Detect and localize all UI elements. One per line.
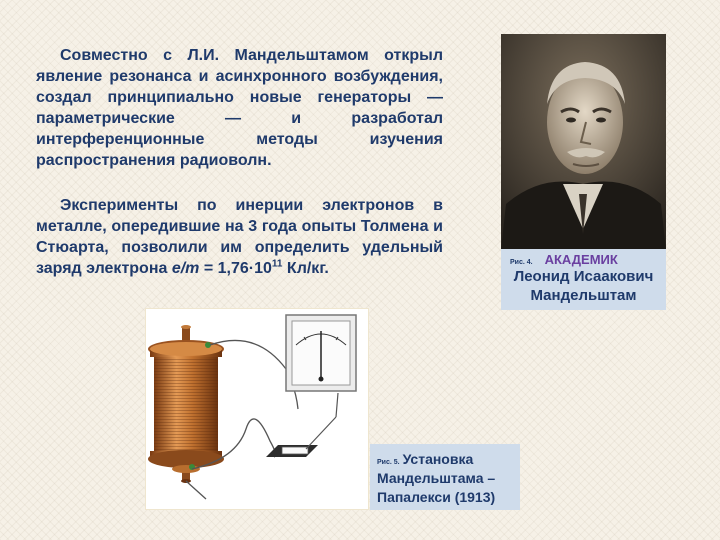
paragraph-electron-inertia <box>36 195 443 279</box>
portrait-title: АКАДЕМИК <box>544 252 618 267</box>
portrait-caption <box>501 249 666 310</box>
charge-value: = 1,76·10 <box>199 260 272 277</box>
portrait-name: Леонид Исаакович Мандельштам <box>513 268 654 304</box>
portrait-caption-header <box>501 252 666 267</box>
paragraph-resonance: Совместно с Л.И. Мандельштамом открыл явление резонанса и асинхронного возбуждения, создал принципиально новые генераторы — параметрические — и разработал интерференционные методы изучения распространения радиоволн. <box>36 47 443 169</box>
portrait-photo <box>501 34 666 250</box>
formula-em: e/m <box>171 260 200 277</box>
portrait-figure-label: Рис. 4. <box>510 259 533 266</box>
setup-illustration <box>145 308 369 510</box>
setup-caption-text: Установка Мандельштама – Папалекси (1913) <box>377 451 496 505</box>
paragraph-electron-inertia-text: Эксперименты по инерции электронов в металле, опередившие на 3 года опыты Толмена и Стюарта, позволили им определить удельный заряд электрона <box>36 197 443 277</box>
charge-unit: Кл/кг. <box>282 260 329 277</box>
charge-exponent: 11 <box>271 258 283 270</box>
setup-caption <box>370 444 520 510</box>
setup-figure-label: Рис. 5. <box>377 459 400 466</box>
